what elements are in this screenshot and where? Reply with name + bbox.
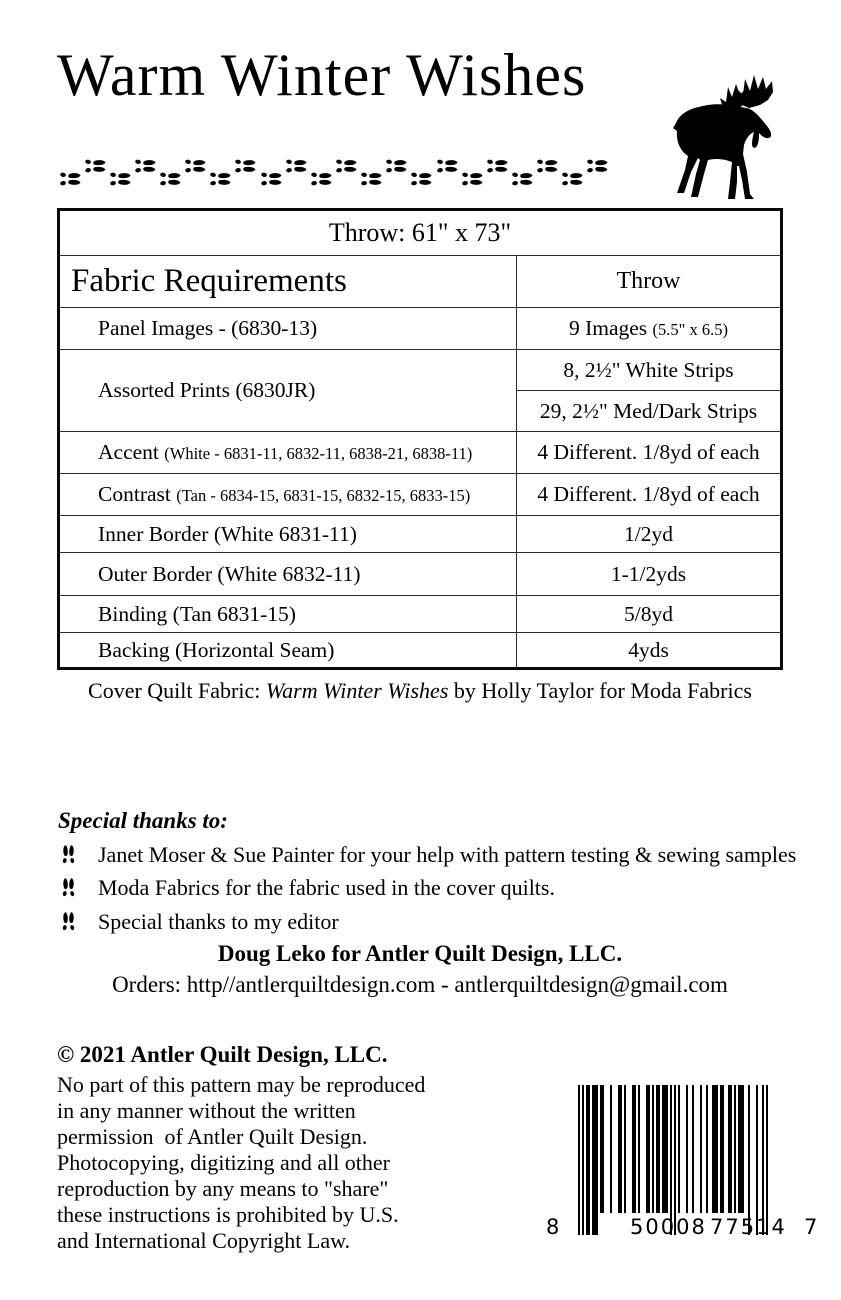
moose-hoof-print-icon	[83, 154, 107, 178]
moose-hoof-print-icon	[234, 154, 258, 178]
cover-fabric-note	[57, 678, 783, 704]
barcode-bar	[742, 1085, 744, 1213]
moose-hoof-print-icon	[61, 875, 76, 897]
barcode-bar	[734, 1085, 736, 1213]
moose-hoof-print-icon	[184, 154, 208, 178]
special-thanks-heading: Special thanks to:	[58, 808, 228, 833]
moose-hoof-print-icon	[284, 154, 308, 178]
row-value: 1/2yd	[624, 521, 673, 546]
row-label: Inner Border (White 6831-11)	[98, 521, 357, 546]
table-row	[59, 596, 782, 633]
moose-silhouette-icon	[658, 70, 784, 202]
row-value: 4 Different. 1/8yd of each	[537, 440, 760, 464]
barcode-bar	[730, 1085, 732, 1213]
thanks-item-text: Special thanks to my editor	[98, 908, 339, 934]
row-label: Outer Border (White 6832-11)	[98, 561, 361, 586]
moose-hoof-print-icon	[586, 154, 610, 178]
barcode-bar	[674, 1085, 676, 1235]
copyright-line: permission of Antler Quilt Design.	[57, 1124, 368, 1149]
barcode-bar	[716, 1085, 718, 1213]
row-label: Binding (Tan 6831-15)	[98, 601, 296, 626]
table-row	[59, 350, 782, 391]
moose-hoof-print-icon	[108, 167, 132, 191]
copyright-line: Photocopying, digitizing and all other	[57, 1150, 391, 1175]
row-value: 8, 2½" White Strips	[563, 357, 734, 382]
barcode-bar	[756, 1085, 758, 1235]
moose-hoof-print-icon	[410, 167, 434, 191]
table-row	[59, 432, 782, 474]
row-value: 9 Images	[568, 316, 648, 340]
table-row	[59, 633, 782, 669]
moose-hoof-print-icon	[309, 167, 333, 191]
row-label: Assorted Prints (6830JR)	[98, 378, 316, 402]
barcode-bar	[652, 1085, 654, 1213]
copyright-line: reproduction by any means to "share"	[57, 1176, 389, 1201]
barcode-bar	[706, 1085, 708, 1213]
credits-section	[57, 941, 783, 998]
barcode-bar	[624, 1085, 626, 1213]
moose-hoof-print-icon	[133, 154, 157, 178]
copyright-heading: © 2021 Antler Quilt Design, LLC.	[57, 1042, 388, 1067]
barcode-bar	[638, 1085, 640, 1213]
list-item	[58, 842, 798, 868]
moose-hoof-print-icon	[209, 167, 233, 191]
thanks-item-text: Janet Moser & Sue Painter for your help with pattern testing & sewing samples	[98, 842, 797, 867]
upc-barcode	[545, 1085, 818, 1245]
row-value: 5/8yd	[624, 601, 673, 626]
row-label: Panel Images - (6830-13)	[98, 316, 318, 340]
moose-hoof-print-icon	[259, 167, 283, 191]
moose-hoof-print-icon	[460, 167, 484, 191]
thanks-item-text: Moda Fabrics for the fabric used in the cover quilts.	[98, 875, 555, 901]
table-caption-row	[59, 210, 782, 256]
barcode-bar	[678, 1085, 680, 1213]
table-row	[59, 474, 782, 516]
moose-hoof-print-icon	[385, 154, 409, 178]
fabric-requirements-table	[57, 208, 783, 670]
row-label: Contrast	[98, 482, 171, 506]
cover-note-quilt-name: Warm Winter Wishes	[265, 678, 449, 703]
barcode-bar	[670, 1085, 672, 1235]
barcode-bar	[658, 1085, 660, 1213]
barcode-bar	[620, 1085, 622, 1213]
copyright-line: and International Copyright Law.	[57, 1228, 351, 1253]
moose-hoof-print-icon	[360, 167, 384, 191]
cover-note-suffix: by Holly Taylor for Moda Fabrics	[448, 678, 752, 703]
orders-contact-line: Orders: http//antlerquiltdesign.com - antlerquiltdesign@gmail.com	[112, 972, 728, 997]
barcode-bar	[748, 1085, 750, 1235]
row-label: Accent	[98, 440, 159, 464]
barcode-bar	[762, 1085, 764, 1235]
barcode-bars	[578, 1085, 768, 1235]
row-value: 4 Different. 1/8yd of each	[537, 482, 760, 506]
barcode-bar	[686, 1085, 688, 1213]
barcode-bar	[700, 1085, 702, 1213]
moose-hoof-print-icon	[435, 154, 459, 178]
row-value: 4yds	[628, 637, 669, 662]
moose-hoof-print-icon	[335, 154, 359, 178]
table-header-right: Throw	[517, 256, 782, 308]
table-row	[59, 516, 782, 553]
list-item	[58, 875, 798, 901]
special-thanks-section	[58, 808, 798, 942]
list-item	[58, 909, 798, 935]
barcode-bar	[578, 1085, 580, 1235]
moose-hoof-print-icon	[561, 167, 585, 191]
table-header-row	[59, 256, 782, 308]
barcode-bar	[602, 1085, 604, 1213]
barcode-bar	[648, 1085, 650, 1213]
barcode-digit-group1: 50008	[630, 1215, 707, 1239]
barcode-bar	[610, 1085, 612, 1213]
table-row	[59, 308, 782, 350]
table-row	[59, 553, 782, 596]
barcode-bar	[596, 1085, 598, 1235]
moose-hoof-print-icon	[511, 167, 535, 191]
barcode-bar	[582, 1085, 584, 1235]
barcode-bar	[588, 1085, 590, 1235]
row-label-detail: (White - 6831-11, 6832-11, 6838-21, 6838-11)	[164, 444, 473, 463]
moose-hoof-print-icon	[61, 909, 76, 931]
barcode-digit-right: 7	[804, 1215, 818, 1239]
barcode-bar	[666, 1085, 668, 1213]
moose-hoof-print-icon	[58, 167, 82, 191]
barcode-bar	[634, 1085, 636, 1213]
row-value: 1-1/2yds	[610, 561, 687, 586]
cover-note-prefix: Cover Quilt Fabric:	[88, 678, 266, 703]
moose-hoof-print-icon	[536, 154, 560, 178]
barcode-digit-left: 8	[546, 1215, 560, 1239]
copyright-line: these instructions is prohibited by U.S.	[57, 1202, 399, 1227]
barcode-bar	[692, 1085, 694, 1213]
copyright-line: in any manner without the written	[57, 1098, 356, 1123]
row-label: Backing (Horizontal Seam)	[98, 637, 335, 662]
row-value: 29, 2½" Med/Dark Strips	[539, 398, 758, 423]
row-label-detail: (Tan - 6834-15, 6831-15, 6832-15, 6833-15)	[176, 486, 471, 505]
author-credit: Doug Leko for Antler Quilt Design, LLC.	[217, 941, 623, 966]
moose-hoof-print-icon	[61, 842, 76, 864]
special-thanks-list	[58, 842, 798, 935]
moose-hoof-print-icon	[159, 167, 183, 191]
copyright-line: No part of this pattern may be reproduced	[57, 1072, 426, 1097]
barcode-bar	[766, 1085, 768, 1235]
barcode-digit-group2: 77514	[710, 1215, 787, 1239]
barcode-bar	[722, 1085, 724, 1213]
copyright-section	[57, 1042, 527, 1254]
moose-tracks	[58, 154, 610, 194]
table-caption: Throw: 61" x 73"	[59, 210, 782, 256]
page-title: Warm Winter Wishes	[57, 42, 587, 108]
table-header-left: Fabric Requirements	[59, 256, 517, 308]
row-value-detail: (5.5" x 6.5)	[652, 320, 729, 339]
moose-hoof-print-icon	[485, 154, 509, 178]
